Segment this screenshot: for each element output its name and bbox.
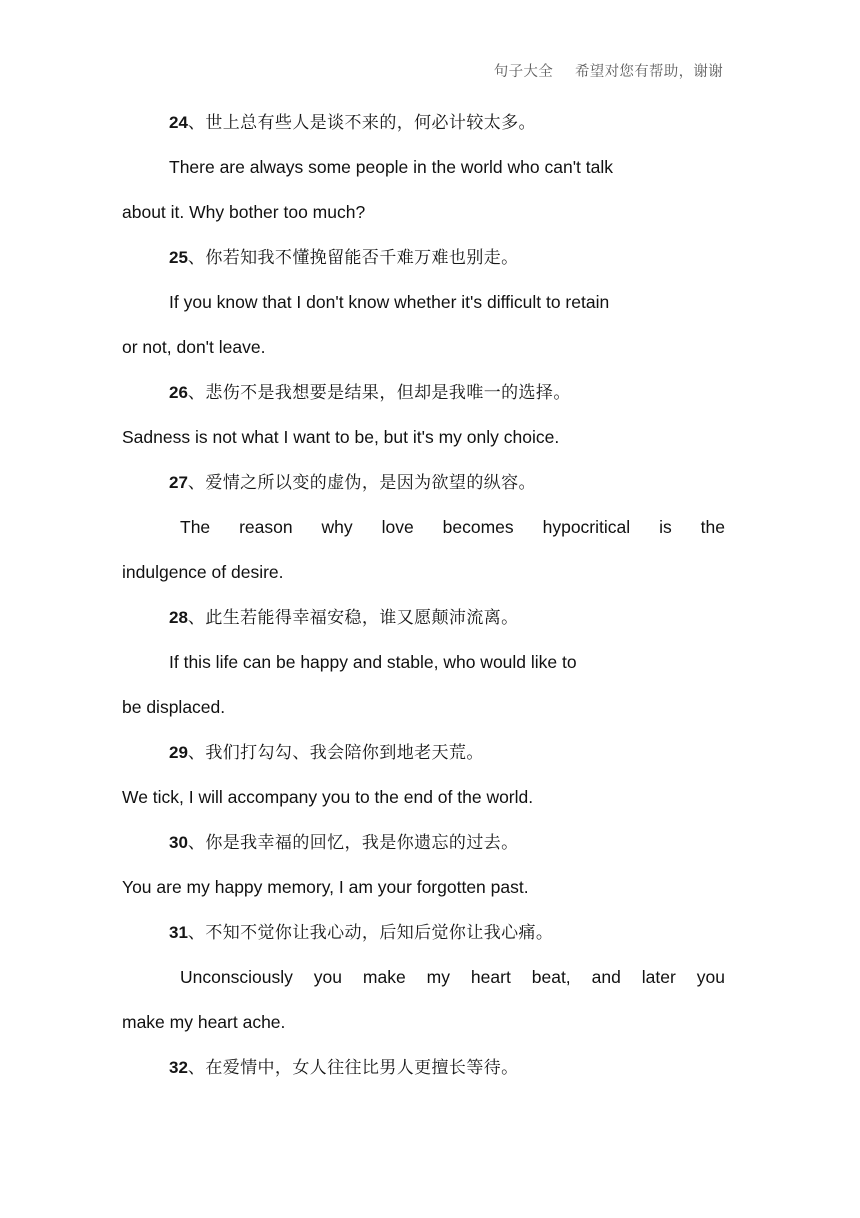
sentence-line-en-justified <box>122 955 725 1000</box>
sentence-text-en: We tick, I will accompany you to the end of the world. <box>122 787 534 807</box>
sentence-text-en: about it. Why bother too much? <box>122 202 366 222</box>
sentence-text-en: indulgence of desire. <box>122 562 284 582</box>
sentence-number: 30 <box>169 833 188 852</box>
sentence-number: 26 <box>169 383 188 402</box>
sentence-number: 31 <box>169 923 188 942</box>
sentence-line-zh <box>122 820 725 865</box>
sentence-text-zh: 、世上总有些人是谈不来的，何必计较太多。 <box>187 113 536 133</box>
sentence-line-en-cont <box>122 550 725 595</box>
sentence-line-en-justified <box>122 505 725 550</box>
sentence-text-zh: 、你若知我不懂挽留能否千难万难也别走。 <box>187 248 519 268</box>
sentence-text-zh: 、我们打勾勾、我会陪你到地老天荒。 <box>187 743 484 763</box>
running-header <box>0 60 723 81</box>
word: becomes <box>442 517 514 537</box>
sentence-text-en: There are always some people in the world who can't talk <box>169 157 613 177</box>
sentence-number: 28 <box>169 608 188 627</box>
sentence-text-zh: 、你是我幸福的回忆，我是你遗忘的过去。 <box>187 833 519 853</box>
sentence-line-zh <box>122 235 725 280</box>
word: later <box>641 967 676 987</box>
word: the <box>700 517 725 537</box>
word: beat, <box>531 967 571 987</box>
sentence-text-zh: 、爱情之所以变的虚伪，是因为欲望的纵容。 <box>187 473 536 493</box>
sentence-line-zh <box>122 100 725 145</box>
sentence-line-zh <box>122 460 725 505</box>
sentence-line-zh <box>122 730 725 775</box>
sentence-line-en-first <box>122 640 725 685</box>
sentence-line-zh <box>122 370 725 415</box>
word: make <box>362 967 406 987</box>
sentence-number: 27 <box>169 473 188 492</box>
header-title: 句子大全 <box>493 64 553 80</box>
sentence-line-zh <box>122 1045 725 1090</box>
word: you <box>313 967 342 987</box>
word: is <box>659 517 672 537</box>
word: why <box>321 517 353 537</box>
sentence-line-zh <box>122 910 725 955</box>
word: hypocritical <box>542 517 631 537</box>
sentence-number: 25 <box>169 248 188 267</box>
word: Unconsciously <box>180 967 293 987</box>
sentence-text-en: If this life can be happy and stable, who would like to <box>169 652 577 672</box>
word: The <box>180 517 211 537</box>
sentence-text-en: If you know that I don't know whether it's difficult to retain <box>169 292 610 312</box>
header-note: 希望对您有帮助，谢谢 <box>575 64 723 80</box>
word: love <box>381 517 414 537</box>
sentence-line-en-cont <box>122 415 725 460</box>
sentence-line-en-cont <box>122 1000 725 1045</box>
sentence-text-zh: 、此生若能得幸福安稳，谁又愿颠沛流离。 <box>187 608 519 628</box>
sentence-text-en <box>180 517 725 537</box>
sentence-line-zh <box>122 595 725 640</box>
sentence-number: 29 <box>169 743 188 762</box>
word: and <box>591 967 621 987</box>
sentence-line-en-cont <box>122 190 725 235</box>
sentence-text-en: or not, don't leave. <box>122 337 266 357</box>
sentence-text-en: You are my happy memory, I am your forgotten past. <box>122 877 529 897</box>
sentence-line-en-first <box>122 280 725 325</box>
sentence-text-zh: 、不知不觉你让我心动，后知后觉你让我心痛。 <box>187 923 554 943</box>
word: you <box>696 967 725 987</box>
sentence-number: 24 <box>169 113 188 132</box>
word: heart <box>470 967 511 987</box>
sentence-line-en-cont <box>122 685 725 730</box>
sentence-text-en: Sadness is not what I want to be, but it's my only choice. <box>122 427 560 447</box>
sentence-line-en-cont <box>122 865 725 910</box>
sentence-text-zh: 、在爱情中，女人往往比男人更擅长等待。 <box>187 1058 519 1078</box>
word: reason <box>239 517 293 537</box>
sentence-text-en: make my heart ache. <box>122 1012 286 1032</box>
sentence-text-en <box>180 967 725 987</box>
sentence-number: 32 <box>169 1058 188 1077</box>
sentence-line-en-first <box>122 145 725 190</box>
document-body <box>122 100 725 1090</box>
sentence-text-en: be displaced. <box>122 697 226 717</box>
sentence-line-en-cont <box>122 325 725 370</box>
sentence-line-en-cont <box>122 775 725 820</box>
word: my <box>426 967 450 987</box>
sentence-text-zh: 、悲伤不是我想要是结果，但却是我唯一的选择。 <box>187 383 571 403</box>
